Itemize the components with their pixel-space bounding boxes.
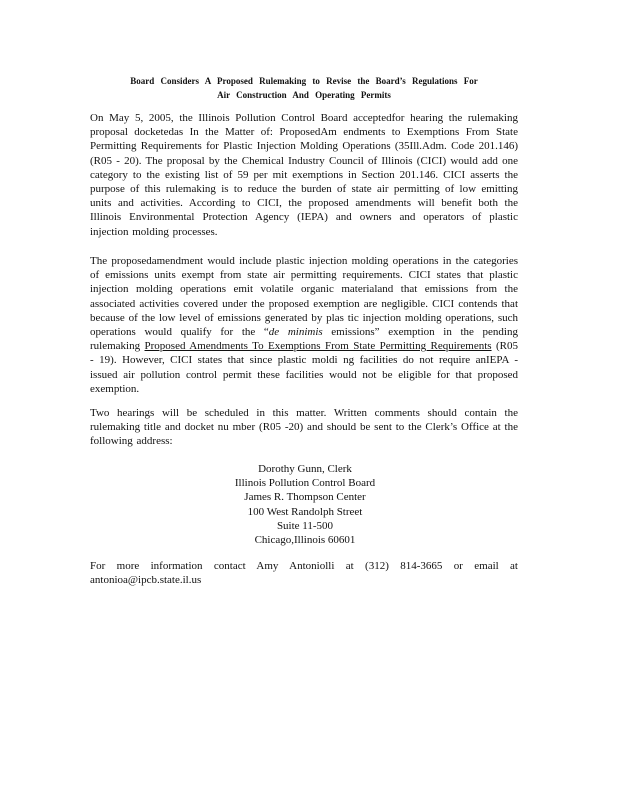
- paragraph-2-text-c: (R05 - 19). However, CICI states that since plastic moldi ng facilities do not require anIEPA - issued air pollution control permit these facilities would not be eligible for that proposed exemption.: [90, 340, 518, 395]
- de-minimis-italic: de minimis: [268, 326, 323, 339]
- title-line-1: Board Considers A Proposed Rulemaking to Revise the Board’s Regulations For: [130, 76, 478, 86]
- paragraph-2: [90, 254, 518, 396]
- paragraph-2-text-b: emissions” exemption in the pending rulemaking: [90, 326, 518, 353]
- address-line: Chicago,Illinois 60601: [254, 534, 356, 547]
- contact-info: For more information contact Amy Antoniolli at (312) 814-3665 or email at antonioa@ipcb.state.il.us: [90, 560, 518, 587]
- address-line: Illinois Pollution Control Board: [234, 477, 376, 490]
- mailing-address: [160, 462, 450, 547]
- address-line: Dorothy Gunn, Clerk: [258, 463, 352, 475]
- address-line: James R. Thompson Center: [244, 491, 366, 504]
- cited-rulemaking-title: Proposed Amendments To Exemptions From State Permitting Requirements: [144, 340, 492, 353]
- paragraph-2-text-a: The proposedamendment would include plastic injection molding operations in the categories of emissions units exempt from state air permitting requirements. CICI states that plastic injection molding operations emit volatile organic materialand that emissions from the associated activities covered under the proposed exemption are negligible. CICI contends that because of the low level of emissions generated by plas tic injection molding operations, such operations would qualify for the “: [90, 255, 518, 339]
- paragraph-1: On May 5, 2005, the Illinois Pollution Control Board acceptedfor hearing the rulemaking proposal docketedas In the Matter of: ProposedAm endments to Exemptions From State Permitting Requirements for Plastic Injection Molding Operations (35Ill.Adm. Code 201.146) (R05 - 20). The proposal by the Chemical Industry Council of Illinois (CICI) would add one category to the existing list of 59 per mit exemptions in Section 201.146. CICI asserts the purpose of this rulemaking is to reduce the burden of state air permitting of low emitting units and activities. According to CICI, the proposed amendments will benefit both the Illinois Environmental Protection Agency (IEPA) and owners and operators of plastic injection molding processes.: [90, 112, 518, 238]
- address-line: Suite 11-500: [276, 519, 334, 532]
- paragraph-3: Two hearings will be scheduled in this matter. Written comments should contain the rulemaking title and docket nu mber (R05 -20) and should be sent to the Clerk’s Office at the following address:: [90, 407, 518, 448]
- address-line: 100 West Randolph Street: [247, 505, 363, 518]
- title-line-2: Air Construction And Operating Permits: [217, 90, 391, 100]
- document-title: [90, 74, 518, 102]
